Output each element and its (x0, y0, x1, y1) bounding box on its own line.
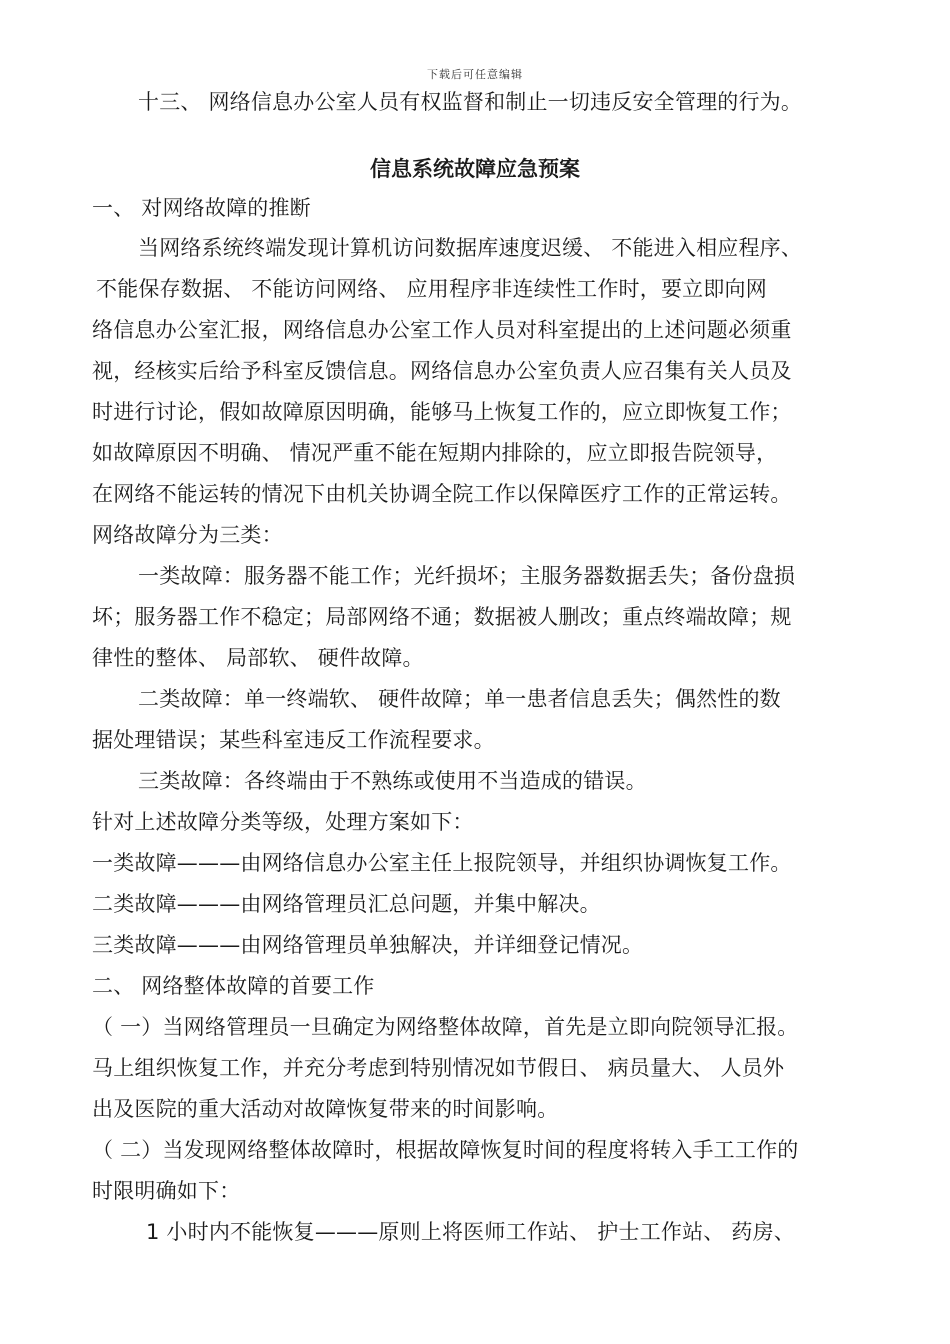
paragraph-line: 网络故障分为三类： (92, 523, 283, 547)
paragraph-line: 坏；服务器工作不稳定；局部网络不通；数据被人删改；重点终端故障；规 (92, 605, 792, 629)
paragraph-line: 一类故障———由网络信息办公室主任上报院领导，并组织协调恢复工作。 (92, 851, 792, 875)
paragraph-line: 不能保存数据、 不能访问网络、 应用程序非连续性工作时，要立即向网 (96, 277, 767, 301)
paragraph-line: 律性的整体、 局部软、 硬件故障。 (92, 646, 424, 670)
paragraph-line: 视，经核实后给予科室反馈信息。网络信息办公室负责人应召集有关人员及 (92, 359, 792, 383)
paragraph-line: 时进行讨论，假如故障原因明确，能够马上恢复工作的，应立即恢复工作； (92, 400, 792, 424)
paragraph-line: 络信息办公室汇报，网络信息办公室工作人员对科室提出的上述问题必须重 (92, 318, 792, 342)
header-note: 下载后可任意编辑 (427, 68, 523, 81)
section-heading: 二、 网络整体故障的首要工作 (92, 974, 375, 998)
paragraph-line: （ 一）当网络管理员一旦确定为网络整体故障，首先是立即向院领导汇报。 (92, 1015, 799, 1039)
paragraph-line: 三类故障———由网络管理员单独解决，并详细登记情况。 (92, 933, 644, 957)
paragraph-line: 在网络不能运转的情况下由机关协调全院工作以保障医疗工作的正常运转。 (92, 482, 792, 506)
paragraph-line: 十三、 网络信息办公室人员有权监督和制止一切违反安全管理的行为。 (138, 90, 803, 114)
paragraph-line: （ 二）当发现网络整体故障时，根据故障恢复时间的程度将转入手工工作的 (92, 1138, 799, 1162)
paragraph-line: 如故障原因不明确、 情况严重不能在短期内排除的，应立即报告院领导， (92, 441, 778, 465)
document-title: 信息系统故障应急预案 (370, 157, 580, 181)
paragraph-line: 马上组织恢复工作，并充分考虑到特别情况如节假日、 病员量大、 人员外 (92, 1056, 785, 1080)
paragraph-line: 当网络系统终端发现计算机访问数据库速度迟缓、 不能进入相应程序、 (138, 236, 803, 260)
paragraph-line: 二类故障———由网络管理员汇总问题，并集中解决。 (92, 892, 601, 916)
paragraph-line: 针对上述故障分类等级，处理方案如下： (92, 810, 474, 834)
paragraph-line: 出及医院的重大活动对故障恢复带来的时间影响。 (92, 1097, 559, 1121)
paragraph-line: 据处理错误；某些科室违反工作流程要求。 (92, 728, 495, 752)
section-heading: 一、 对网络故障的推断 (92, 196, 311, 220)
paragraph-line: 三类故障：各终端由于不熟练或使用不当造成的错误。 (138, 769, 647, 793)
paragraph-line: 1 小时内不能恢复———原则上将医师工作站、 护士工作站、 药房、 (146, 1220, 795, 1244)
paragraph-line: 一类故障：服务器不能工作；光纤损坏；主服务器数据丢失；备份盘损 (138, 564, 796, 588)
paragraph-line: 二类故障：单一终端软、 硬件故障；单一患者信息丢失；偶然性的数 (138, 687, 781, 711)
paragraph-line: 时限明确如下： (92, 1179, 241, 1203)
